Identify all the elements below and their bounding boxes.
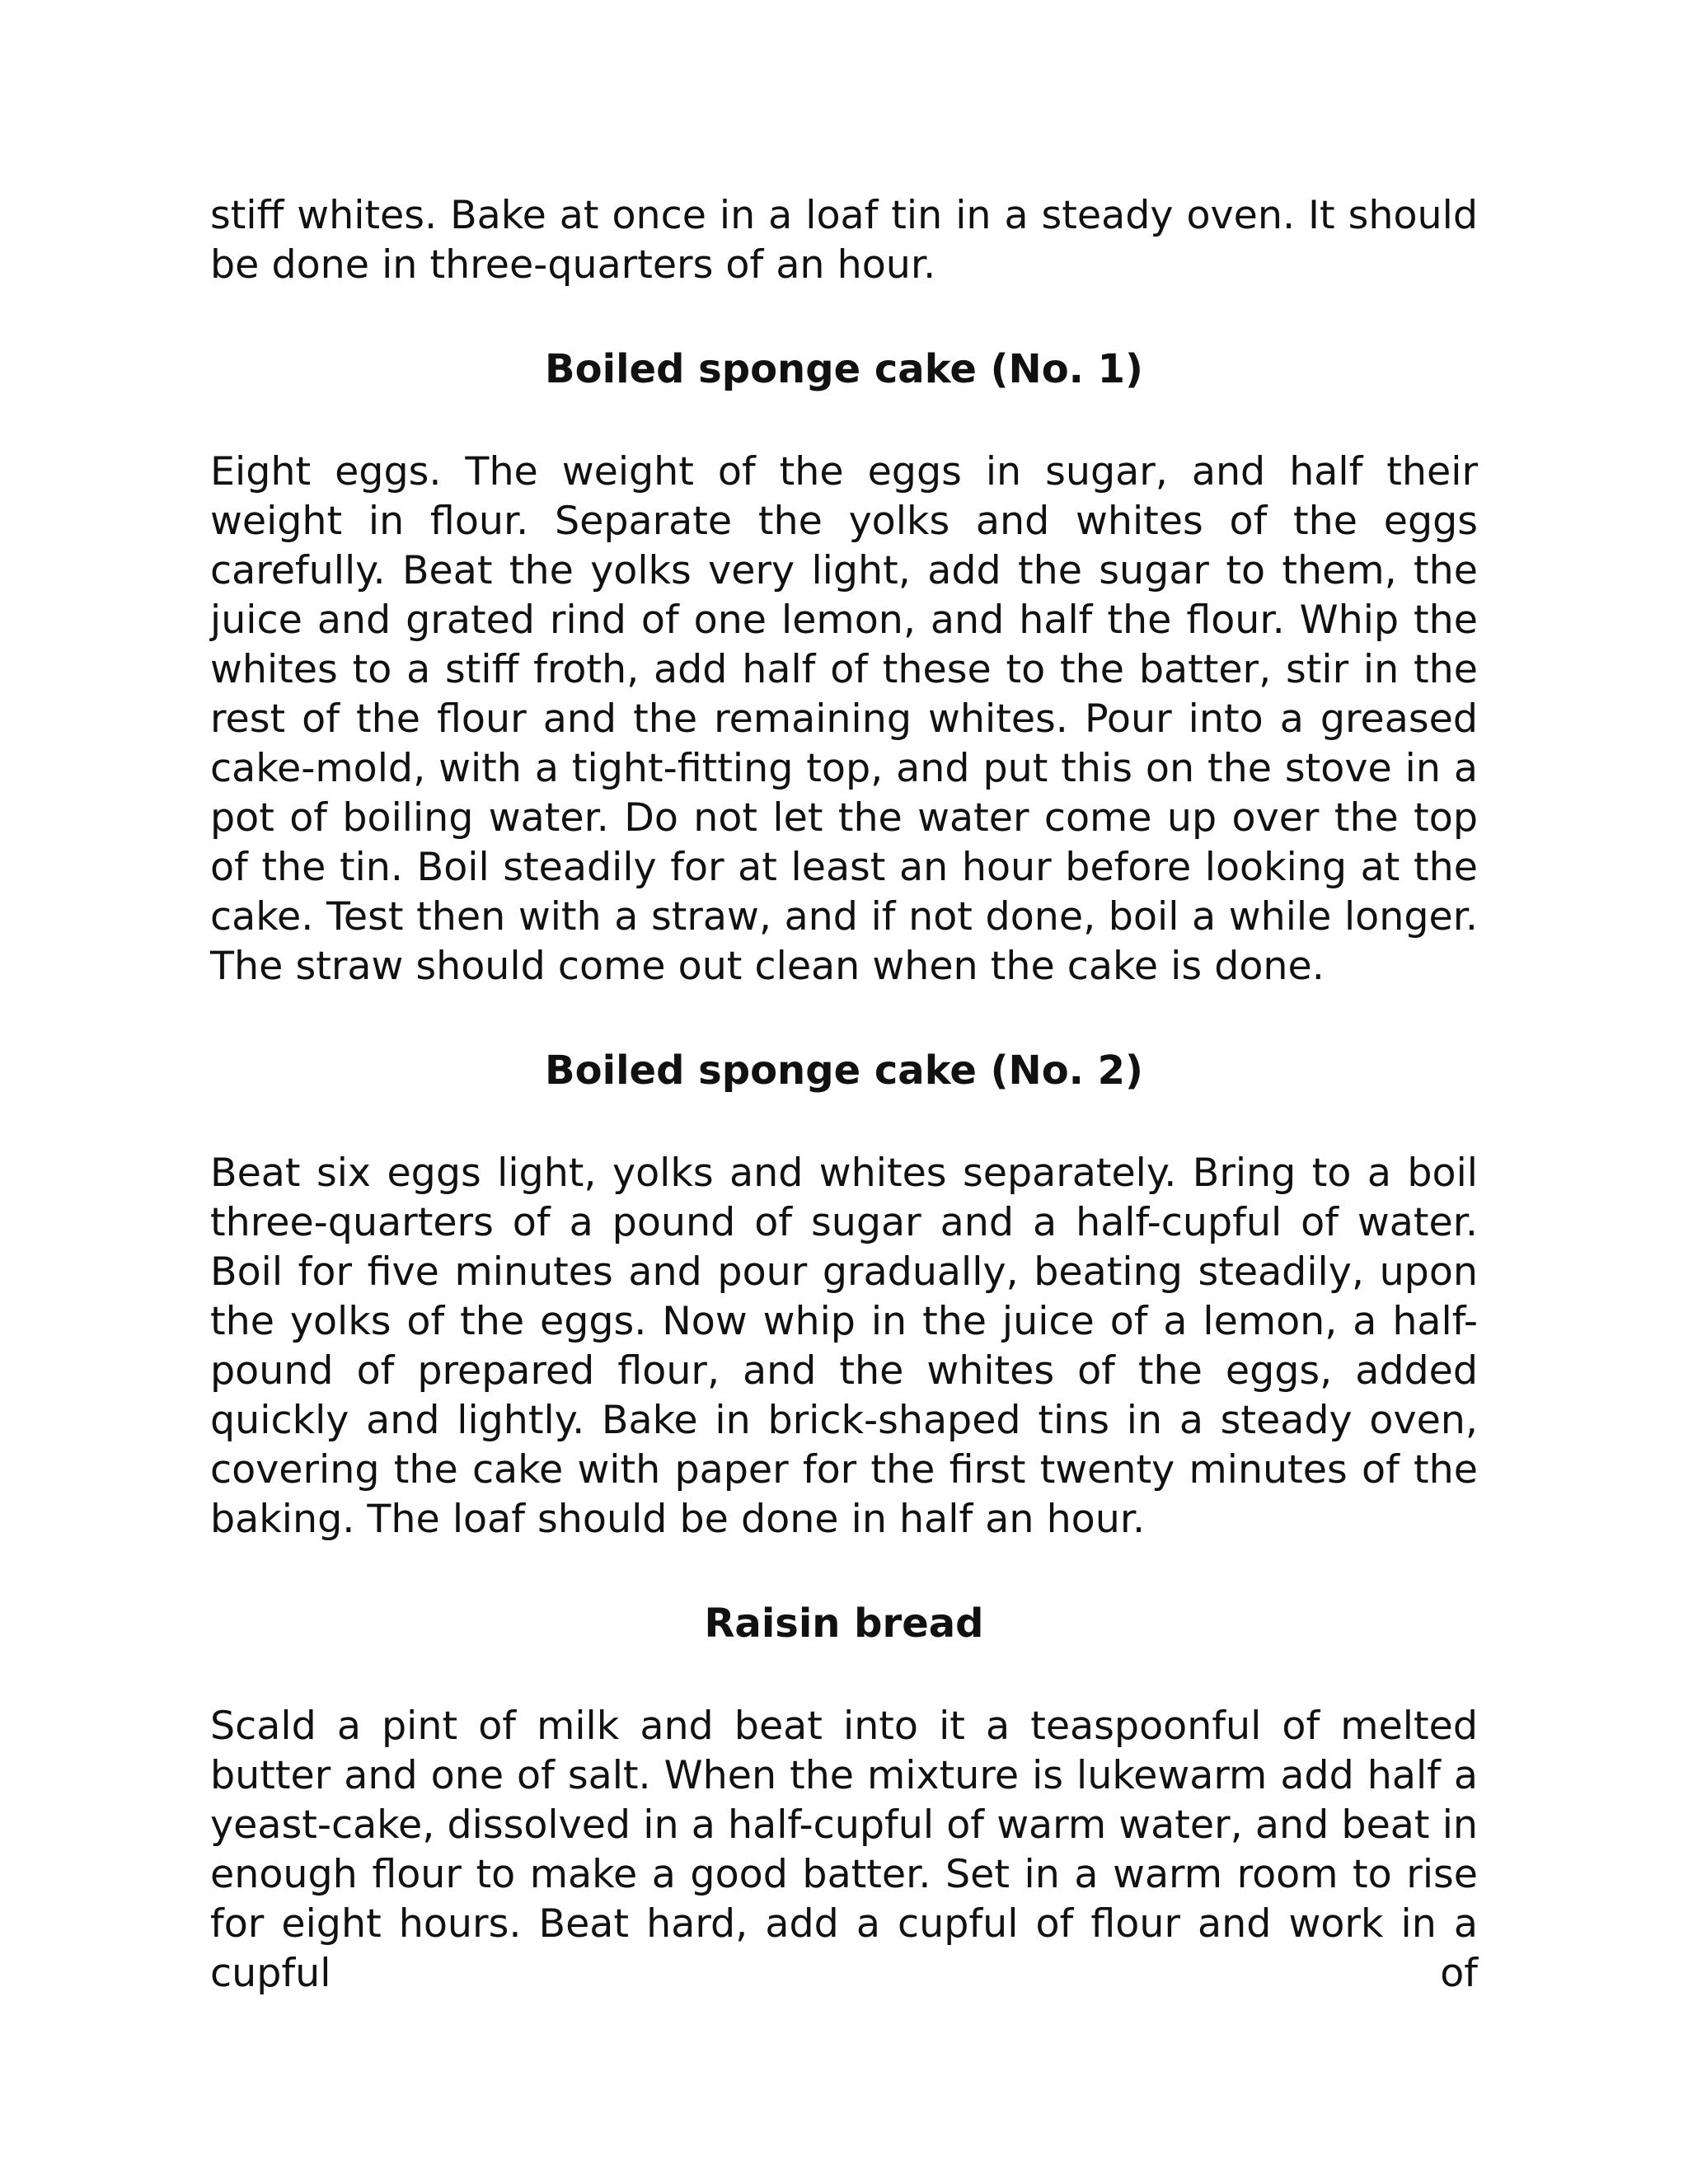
recipe-paragraph-boiled-sponge-cake-2: Beat six eggs light, yolks and whites separately. Bring to a boil three-quarters of a pound of sugar and a half-cupful of water. Boil for five minutes and pour gradually, beating steadily, upon the yolks of the eggs. Now whip in the juice of a lemon, a half-pound of prepared flour, and the whites of the eggs, added quickly and lightly. Bake in brick-shaped tins in a steady oven, covering the cake with paper for the first twenty minutes of the baking. The loaf should be done in half an hour.	[210, 1151, 1478, 1542]
recipe-heading-boiled-sponge-cake-1: Boiled sponge cake (No. 1)	[545, 346, 1143, 392]
spacer	[210, 1095, 1478, 1149]
document-page	[210, 191, 1478, 1999]
spacer	[210, 991, 1478, 1046]
recipe-heading-raisin-bread: Raisin bread	[704, 1601, 984, 1647]
recipe-paragraph-boiled-sponge-cake-1: Eight eggs. The weight of the eggs in sugar, and half their weight in flour. Separate the yolks and whites of the eggs carefully. Beat the yolks very light, add the sugar to them, the juice and grated rind of one lemon, and half the flour. Whip the whites to a stiff froth, add half of these to the batter, stir in the rest of the flour and the remaining whites. Pour into a greased cake-mold, with a tight-fitting top, and put this on the stove in a pot of boiling water. Do not let the water come up over the top of the tin. Boil steadily for at least an hour before looking at the cake. Test then with a straw, and if not done, boil a while longer. The straw should come out clean when the cake is done.	[210, 449, 1478, 989]
spacer	[210, 1648, 1478, 1702]
recipe-heading-boiled-sponge-cake-2: Boiled sponge cake (No. 2)	[545, 1047, 1143, 1094]
intro-paragraph: stiff whites. Bake at once in a loaf tin in a steady oven. It should be done in three-quarters of an hour.	[210, 193, 1478, 288]
recipe-paragraph-raisin-bread: Scald a pint of milk and beat into it a teaspoonful of melted butter and one of salt. When the mixture is lukewarm add half a yeast-cake, dissolved in a half-cupful of warm water, and beat in enough flour to make a good batter. Set in a warm room to rise for eight hours. Beat hard, add a cupful of flour and work in a cupful of	[210, 1704, 1478, 1996]
spacer	[210, 1544, 1478, 1599]
spacer	[210, 290, 1478, 344]
spacer	[210, 394, 1478, 448]
